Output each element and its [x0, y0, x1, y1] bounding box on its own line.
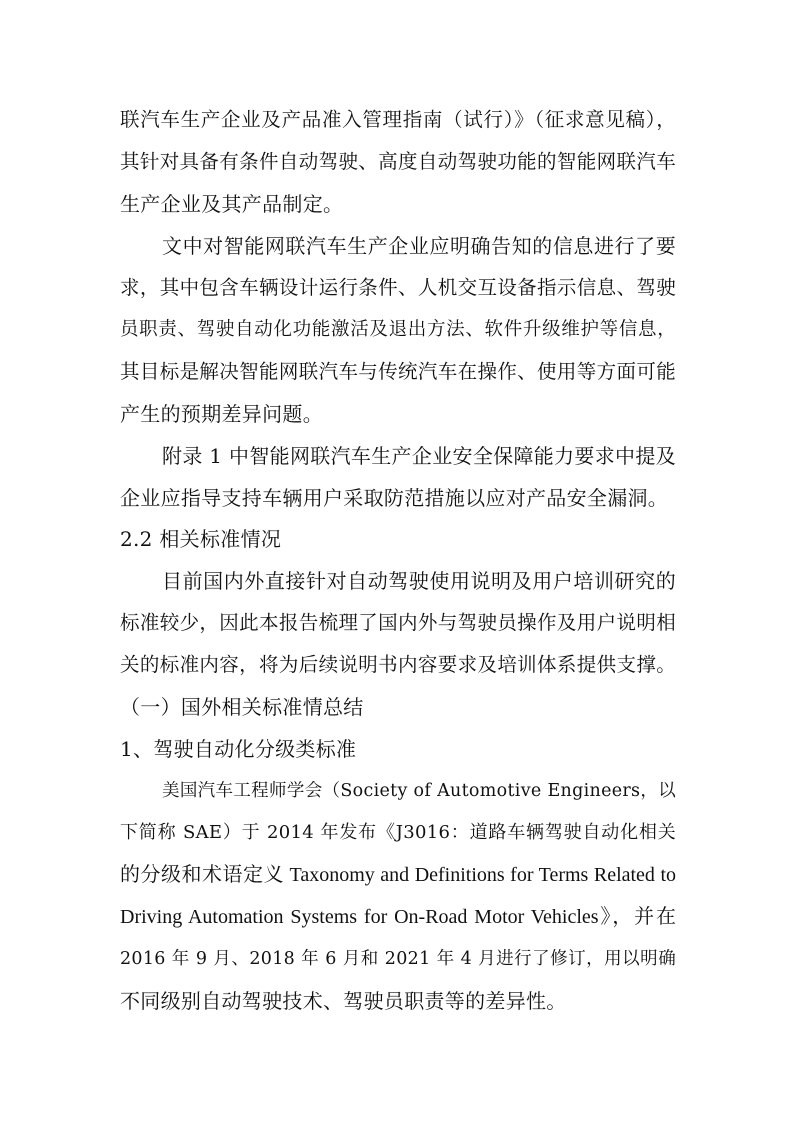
text-line: 生产企业及其产品制定。	[120, 192, 344, 216]
subsection-heading: 1、驾驶自动化分级类标准	[120, 737, 357, 761]
text-line: 下简称 SAE）于 2014 年发布《J3016：道路车辆驾驶自动化相关	[120, 822, 676, 843]
text-line: 企业应指导支持车辆用户采取防范措施以应对产品安全漏洞。	[120, 486, 669, 510]
text-line: 的分级和术语定义 Taxonomy and Definitions for Terms Related to	[120, 864, 676, 886]
paragraph-first-line: 文中对智能网联汽车生产企业应明确告知的信息进行了要	[162, 234, 676, 258]
paragraph-first-line: 目前国内外直接针对自动驾驶使用说明及用户培训研究的	[162, 569, 676, 593]
text-line: 2016 年 9 月、2018 年 6 月和 2021 年 4 月进行了修订，用以明确	[120, 949, 676, 969]
section-heading: 2.2 相关标准情况	[120, 527, 282, 551]
paragraph-first-line: 附录 1 中智能网联汽车生产企业安全保障能力要求中提及	[162, 444, 676, 468]
text-line: 不同级别自动驾驶技术、驾驶员职责等的差异性。	[120, 989, 567, 1013]
text-line: 关的标准内容，将为后续说明书内容要求及培训体系提供支撑。	[120, 653, 676, 676]
text-line: 联汽车生产企业及产品准入管理指南（试行）》（征求意见稿），	[120, 108, 676, 131]
text-line: 产生的预期差异问题。	[120, 402, 323, 426]
text-line: Driving Automation Systems for On-Road Motor Vehicles》，并在	[120, 906, 676, 928]
text-line: 其针对具备有条件自动驾驶、高度自动驾驶功能的智能网联汽车	[120, 150, 676, 173]
subsection-heading: （一）国外相关标准情总结	[120, 695, 364, 719]
text-line: 其目标是解决智能网联汽车与传统汽车在操作、使用等方面可能	[120, 360, 676, 383]
paragraph-first-line: 美国汽车工程师学会（Society of Automotive Engineers，以	[162, 781, 676, 801]
text-line: 求，其中包含车辆设计运行条件、人机交互设备指示信息、驾驶	[120, 276, 676, 299]
text-line: 标准较少，因此本报告梳理了国内外与驾驶员操作及用户说明相	[120, 611, 676, 634]
text-line: 员职责、驾驶自动化功能激活及退出方法、软件升级维护等信息，	[120, 319, 676, 340]
